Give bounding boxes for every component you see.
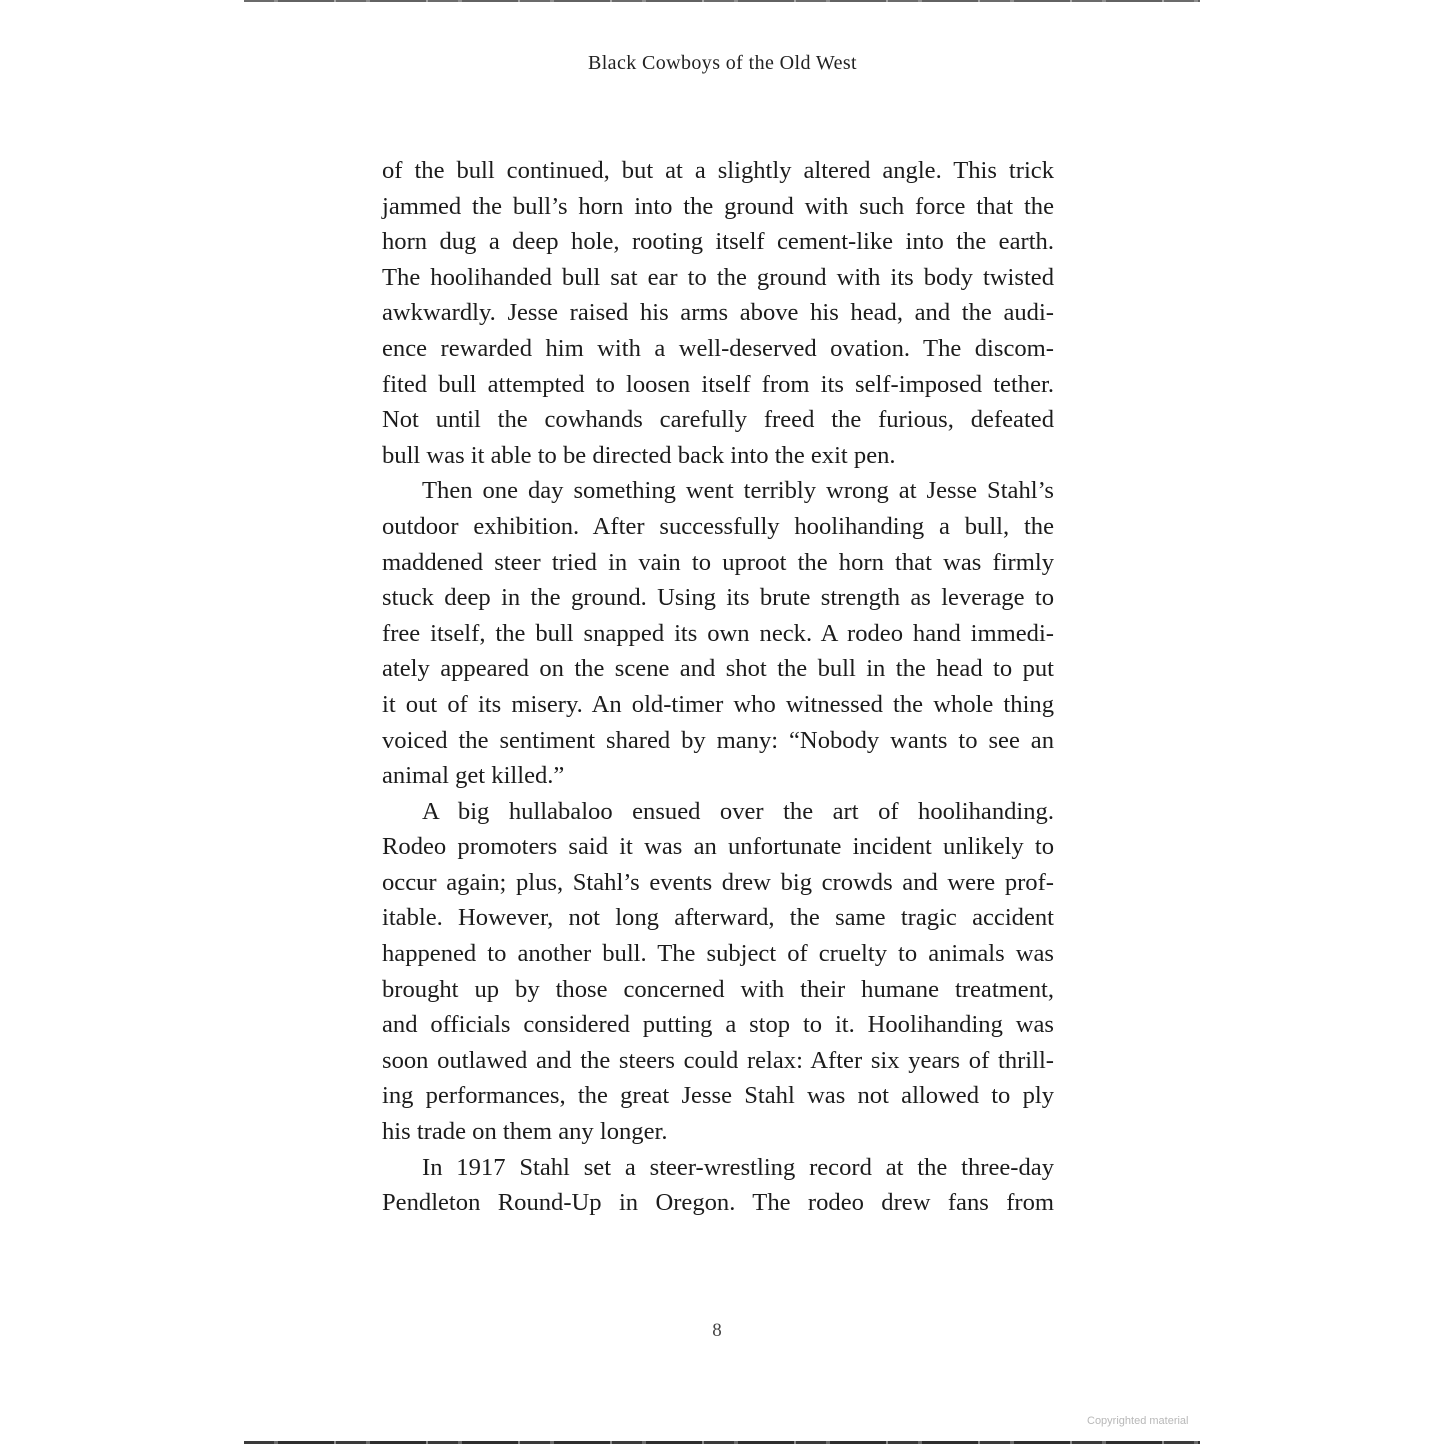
body-text xyxy=(382,153,1054,1221)
text-line: Rodeo promoters said it was an unfortunate incident unlikely to xyxy=(382,833,1054,861)
text-line: maddened steer tried in vain to uproot the horn that was firmly xyxy=(382,548,1054,576)
text-line: Pendleton Round-Up in Oregon. The rodeo drew fans from xyxy=(382,1189,1054,1217)
text-line: his trade on them any longer. xyxy=(382,1118,668,1146)
text-line: brought up by those concerned with their humane treatment, xyxy=(382,975,1054,1003)
text-line: The hoolihanded bull sat ear to the ground with its body twisted xyxy=(382,263,1054,291)
text-line: and officials considered putting a stop to it. Hoolihanding was xyxy=(382,1011,1054,1039)
text-line: it out of its misery. An old-timer who witnessed the whole thing xyxy=(382,690,1054,718)
text-line: voiced the sentiment shared by many: “Nobody wants to see an xyxy=(382,726,1054,754)
text-line: free itself, the bull snapped its own neck. A rodeo hand immedi- xyxy=(382,619,1054,647)
text-line: stuck deep in the ground. Using its brute strength as leverage to xyxy=(382,584,1054,612)
text-line: Then one day something went terribly wrong at Jesse Stahl’s xyxy=(422,477,1054,505)
text-line: fited bull attempted to loosen itself from its self-imposed tether. xyxy=(382,370,1054,398)
bottom-edge-rule xyxy=(244,1441,1200,1444)
text-line: itable. However, not long afterward, the same tragic accident xyxy=(382,904,1054,932)
text-line: In 1917 Stahl set a steer-wrestling record at the three-day xyxy=(422,1153,1054,1181)
copyright-watermark: Copyrighted material xyxy=(1087,1415,1189,1427)
text-line: ately appeared on the scene and shot the bull in the head to put xyxy=(382,655,1054,683)
text-line: bull was it able to be directed back into the exit pen. xyxy=(382,441,896,469)
text-line: ing performances, the great Jesse Stahl was not allowed to ply xyxy=(382,1082,1054,1110)
running-head: Black Cowboys of the Old West xyxy=(587,52,858,74)
text-line: outdoor exhibition. After successfully hoolihanding a bull, the xyxy=(382,512,1054,540)
text-line: animal get killed.” xyxy=(382,762,565,790)
text-line: happened to another bull. The subject of cruelty to animals was xyxy=(382,940,1054,968)
top-edge-rule xyxy=(244,0,1200,2)
page-number: 8 xyxy=(712,1320,722,1341)
text-line: A big hullabaloo ensued over the art of hoolihanding. xyxy=(422,797,1054,825)
text-line: ence rewarded him with a well-deserved ovation. The discom- xyxy=(382,334,1054,362)
text-line: occur again; plus, Stahl’s events drew big crowds and were prof- xyxy=(382,868,1054,896)
text-line: soon outlawed and the steers could relax: After six years of thrill- xyxy=(382,1046,1054,1074)
text-line: horn dug a deep hole, rooting itself cement-like into the earth. xyxy=(382,228,1054,256)
text-line: jammed the bull’s horn into the ground with such force that the xyxy=(382,192,1054,220)
text-line: of the bull continued, but at a slightly altered angle. This trick xyxy=(382,157,1054,184)
text-line: Not until the cowhands carefully freed the furious, defeated xyxy=(382,406,1054,434)
text-line: awkwardly. Jesse raised his arms above his head, and the audi- xyxy=(382,299,1054,327)
